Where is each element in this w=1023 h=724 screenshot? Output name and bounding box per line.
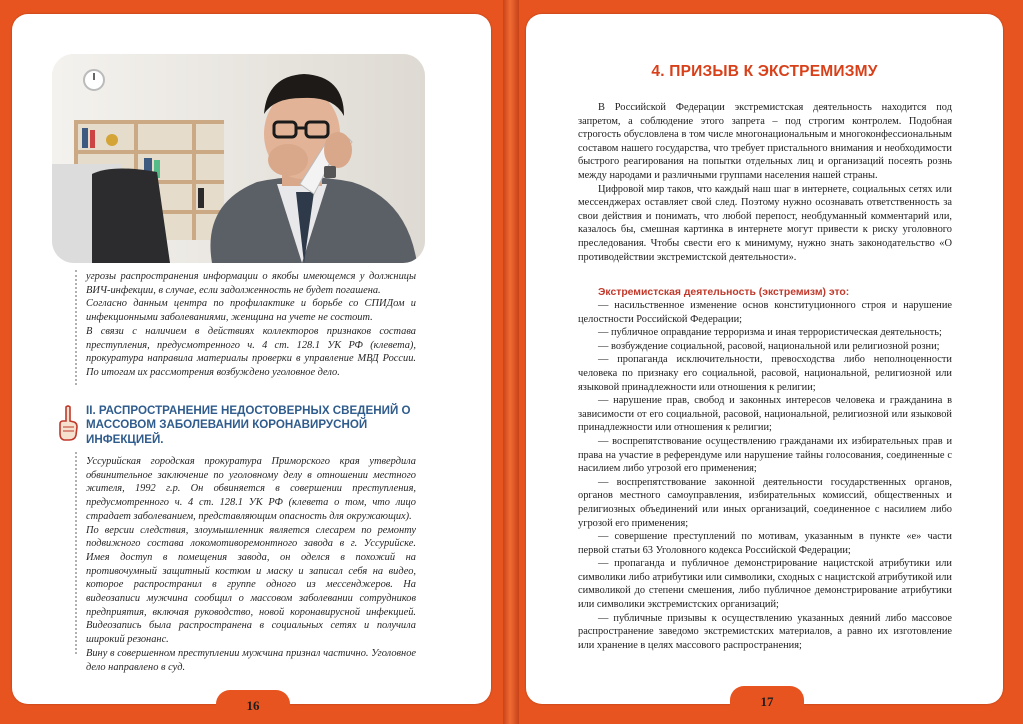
intro-text-block	[86, 270, 416, 380]
definition-list	[578, 299, 952, 652]
intro-paragraph: Согласно данным центра по профилактике и борьбе со СПИДом и инфекционными заболеваниями, женщина на учете не состоит.	[86, 298, 416, 324]
intro-paragraph: угрозы распространения информации о якобы имеющемся у должницы ВИЧ-инфекции, в случае, если задолженность не будет погашена.	[86, 271, 416, 296]
book-spine	[503, 0, 519, 724]
dotted-rule	[75, 452, 77, 654]
photo-man-on-phone	[52, 54, 425, 263]
section-paragraph: Вину в совершенном преступлении мужчина признал частично. Уголовное дело направлено в суд.	[86, 647, 416, 673]
list-item: — воспрепятствование осуществлению гражданами их избирательных прав и права на участие в референдуме или нарушение тайны голосования, соединенные с насилием либо угрозой его применения;	[578, 435, 952, 475]
intro-paragraphs	[578, 101, 952, 264]
list-item: — публичное оправдание терроризма и иная террористическая деятельность;	[598, 327, 942, 339]
list-item: — насильственное изменение основ конституционного строя и нарушение целостности Российской Федерации;	[578, 300, 952, 325]
intro-paragraph: В связи с наличием в действиях коллекторов признаков состава преступления, предусмотренного ч. 4 ст. 128.1 УК РФ (клевета), прокуратура направила материалы проверки в управление МВД России. По итогам их рассмотрения возбуждено уголовное дело.	[86, 325, 416, 378]
list-item: — публичные призывы к осуществлению указанных деяний либо массовое распространение заведомо экстремистских материалов, а равно их изготовление или хранение в целях массового распространения;	[578, 612, 952, 651]
body-paragraph: Цифровой мир таков, что каждый наш шаг в интернете, социальных сетях или мессенджерах оставляет свой след. Поэтому нужно осознавать ответственность за свои действия и понимать, что любой перепост, необдуманный комментарий или, казалось бы, смешная картинка в интернете могут привести к риску уголовного преследования. Чтобы свести его к минимуму, нужно знать законодательство «О противодействии экстремистской деятельности».	[578, 183, 952, 263]
pointing-hand-icon	[58, 405, 78, 441]
photo-illustration	[52, 54, 425, 263]
page-number: 16	[216, 690, 290, 720]
dotted-rule	[75, 270, 77, 385]
page-number: 17	[730, 686, 804, 716]
list-item: — пропаганда исключительности, превосходства либо неполноценности человека по признаку его социальной, расовой, национальной, религиозной или языковой принадлежности или отношения к религии;	[578, 354, 952, 393]
section-paragraph: Уссурийская городская прокуратура Приморского края утвердила обвинительное заключение по уголовному делу в отношении местного жителя, 1992 г.р. Он обвиняется в совершении преступления, предусмотренного ч. 4 ст. 128.1 УК РФ (клевета о том, что лицо страдает заболеванием, представляющим опасность для окружающих).	[86, 456, 416, 522]
list-item: — нарушение прав, свобод и законных интересов человека и гражданина в зависимости от его социальной, расовой, национальной, религиозной или языковой принадлежности или отношения к религии;	[578, 395, 952, 434]
page-title: 4. ПРИЗЫВ К ЭКСТРЕМИЗМУ	[651, 63, 878, 80]
list-item: — совершение преступлений по мотивам, указанным в пункте «е» части первой статьи 63 Уголовного кодекса Российской Федерации;	[578, 531, 952, 556]
section-text-block	[86, 455, 416, 674]
list-item: — возбуждение социальной, расовой, национальной или религиозной розни;	[598, 340, 940, 352]
definition-heading: Экстремистская деятельность (экстремизм) это:	[598, 287, 850, 298]
body-paragraph: В Российской Федерации экстремистская деятельность находится под запретом, а соблюдение этого запрета – под строгим контролем. Подобная строгость обусловлена в том числе многонациональным и многоконфессиональным составом нашего государства, что требует пристального внимания и необходимости быстрого реагирования на попытки отдельных лиц и организаций посеять рознь между народами и различными группами населения нашей страны.	[578, 102, 952, 181]
section-heading: II. РАСПРОСТРАНЕНИЕ НЕДОСТОВЕРНЫХ СВЕДЕНИЙ О МАССОВОМ ЗАБОЛЕВАНИИ КОРОНАВИРУСНОЙ ИНФЕКЦИЕЙ.	[86, 404, 411, 446]
section-paragraph: По версии следствия, злоумышленник является слесарем по ремонту подвижного состава локомотиворемонтного завода в г. Уссурийске. Имея доступ в помещения завода, он оделся в похожий на противочумный защитный костюм и маску и записал себя на видео, которое распространил в группе одного из мессенджеров. На видеозаписи мужчина сообщил о массовом заболевании сотрудников предприятия, включая руководство, новой коронавирусной инфекцией. Видеозапись была распространена в социальных сетях и получила широкий резонанс.	[86, 524, 416, 646]
list-item: — пропаганда и публичное демонстрирование нацистской атрибутики или символики либо атрибутики или символики, сходных с нацистской атрибутикой или символикой до степени смешения, либо публичное демонстрирование атрибутики или символики экстремистских организаций;	[578, 558, 952, 611]
list-item: — воспрепятствование законной деятельности государственных органов, органов местного самоуправления, избирательных комиссий, общественных и религиозных объединений или иных организаций, соединенное с насилием либо угрозой его применения;	[578, 476, 952, 529]
